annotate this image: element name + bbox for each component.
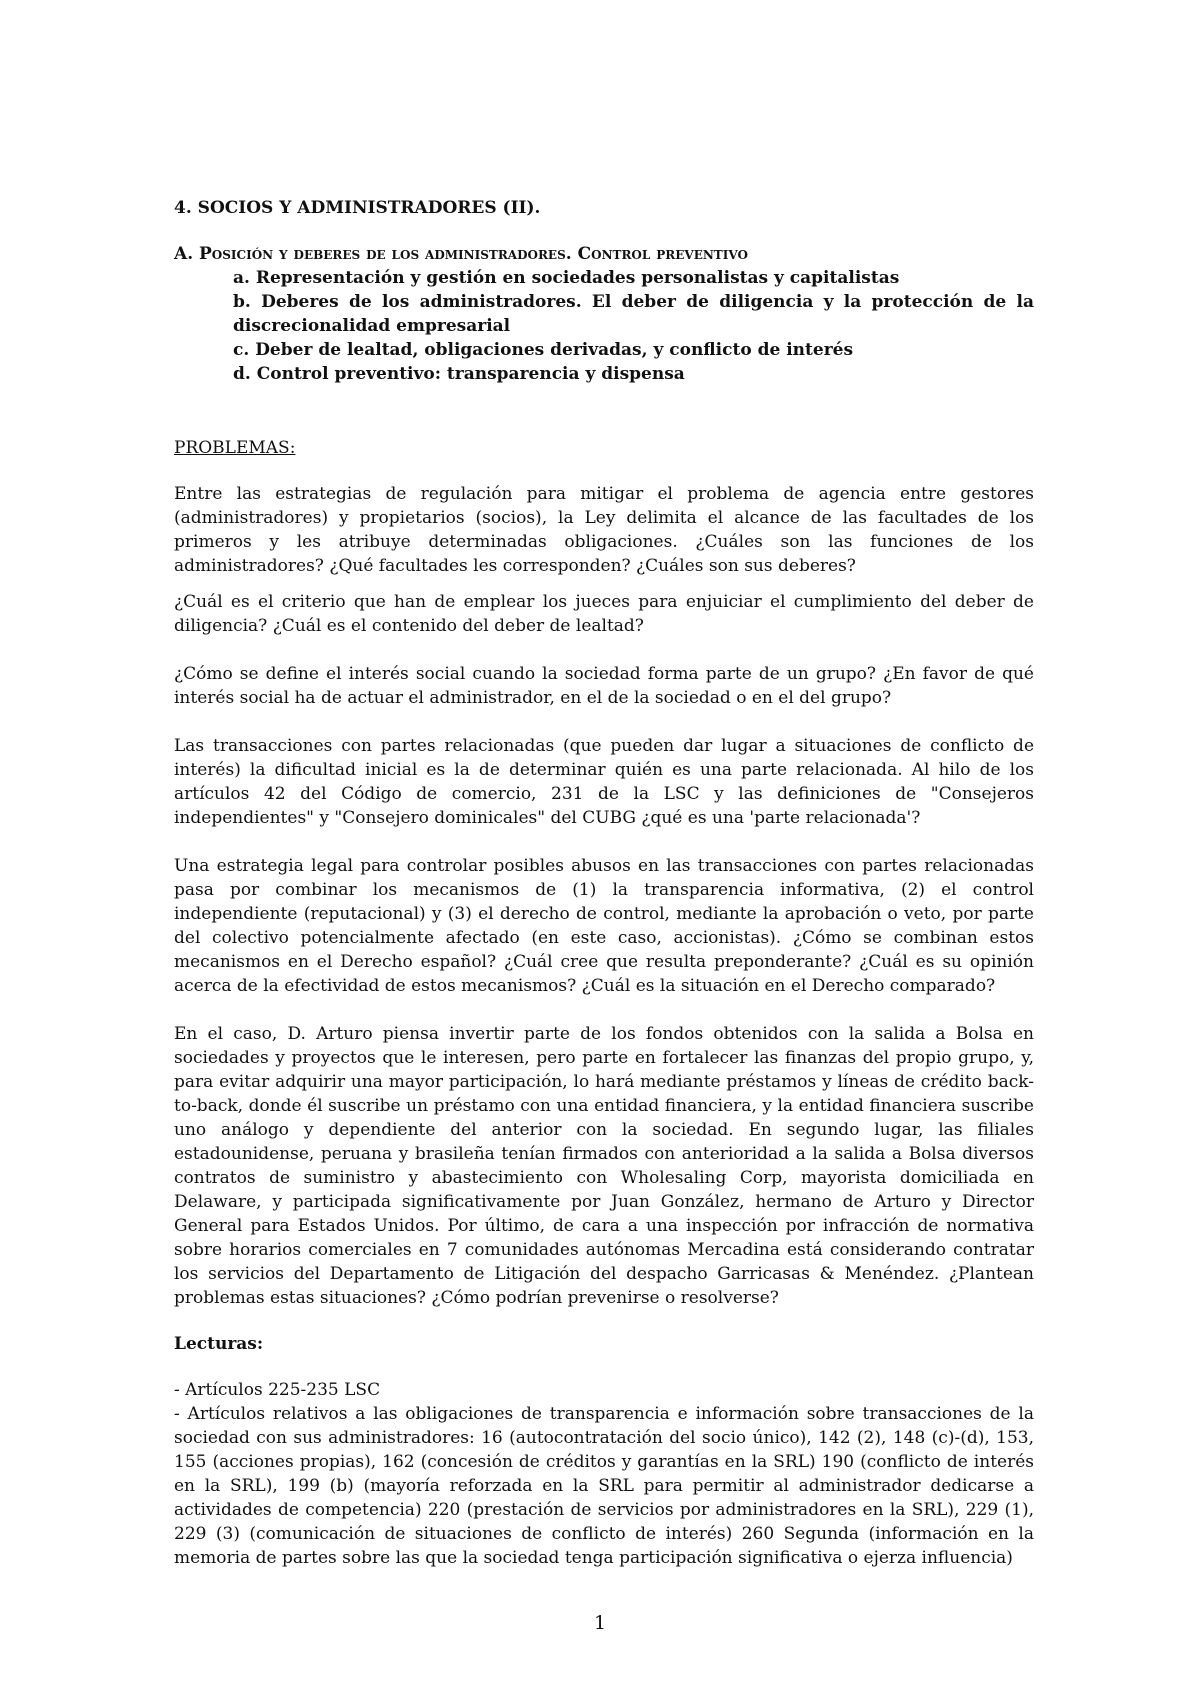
paragraph: ¿Cuál es el criterio que han de emplear los jueces para enjuiciar el cumplimiento del deber de diligencia? ¿Cuál es el contenido del deber de lealtad? [174, 592, 1034, 636]
topic-item: d. Control preventivo: transparencia y dispensa [233, 364, 685, 384]
topics-list [174, 266, 1034, 386]
reading-item: - Artículos relativos a las obligaciones de transparencia e información sobre transacciones de la sociedad con sus administradores: 16 (autocontratación del socio único), 142 (2), 148 (c)-(d), 153, 155 (acciones propias), 162 (concesión de créditos y garantías en la SRL) 190 (conflicto de interés en la SRL), 199 (b) (mayoría reforzada en la SRL para permitir al administrador dedicarse a actividades de competencia) 220 (prestación de servicios por administradores en la SRL), 229 (1), 229 (3) (comunicación de situaciones de conflicto de interés) 260 Segunda (información en la memoria de partes sobre las que la sociedad tenga participación significativa o ejerza influencia) [174, 1404, 1034, 1568]
paragraph: Entre las estrategias de regulación para mitigar el problema de agencia entre gestores (administradores) y propietarios (socios), la Ley delimita el alcance de las facultades de los primeros y les atribuye determinadas obligaciones. ¿Cuáles son las funciones de los administradores? ¿Qué facultades les corresponden? ¿Cuáles son sus deberes? [174, 484, 1034, 576]
section-heading: A. Posición y deberes de los administradores. Control preventivo [174, 244, 748, 264]
problems-label: PROBLEMAS: [174, 438, 296, 458]
topic-item: a. Representación y gestión en sociedades personalistas y capitalistas [233, 268, 900, 288]
document-title: 4. SOCIOS Y ADMINISTRADORES (II). [174, 198, 541, 218]
document-page [174, 196, 1034, 1570]
topic-item: b. Deberes de los administradores. El deber de diligencia y la protección de la discrecionalidad empresarial [233, 292, 1034, 336]
paragraph: En el caso, D. Arturo piensa invertir parte de los fondos obtenidos con la salida a Bolsa en sociedades y proyectos que le interesen, pero parte en fortalecer las finanzas del propio grupo, y, para evitar adquirir una mayor participación, lo hará mediante préstamos y líneas de crédito back-to-back, donde él suscribe un préstamo con una entidad financiera, y la entidad financiera suscribe uno análogo y dependiente del anterior con la sociedad. En segundo lugar, las filiales estadounidense, peruana y brasileña tenían firmados con anterioridad a la salida a Bolsa diversos contratos de suministro y abastecimiento con Wholesaling Corp, mayorista domiciliada en Delaware, y participada significativamente por Juan González, hermano de Arturo y Director General para Estados Unidos. Por último, de cara a una inspección por infracción de normativa sobre horarios comerciales en 7 comunidades autónomas Mercadina está considerando contratar los servicios del Departamento de Litigación del despacho Garricasas & Menéndez. ¿Plantean problemas estas situaciones? ¿Cómo podrían prevenirse o resolverse? [174, 1024, 1034, 1308]
paragraph: ¿Cómo se define el interés social cuando la sociedad forma parte de un grupo? ¿En favor de qué interés social ha de actuar el administrador, en el de la sociedad o en el del grupo? [174, 664, 1034, 708]
reading-item: - Artículos 225-235 LSC [174, 1380, 381, 1400]
page-number: 1 [593, 1612, 607, 1634]
paragraph: Las transacciones con partes relacionadas (que pueden dar lugar a situaciones de conflicto de interés) la dificultad inicial es la de determinar quién es una parte relacionada. Al hilo de los artículos 42 del Código de comercio, 231 de la LSC y las definiciones de "Consejeros independientes" y "Consejero dominicales" del CUBG ¿qué es una 'parte relacionada'? [174, 736, 1034, 828]
paragraph: Una estrategia legal para controlar posibles abusos en las transacciones con partes relacionadas pasa por combinar los mecanismos de (1) la transparencia informativa, (2) el control independiente (reputacional) y (3) el derecho de control, mediante la aprobación o veto, por parte del colectivo potencialmente afectado (en este caso, accionistas). ¿Cómo se combinan estos mecanismos en el Derecho español? ¿Cuál cree que resulta preponderante? ¿Cuál es su opinión acerca de la efectividad de estos mecanismos? ¿Cuál es la situación en el Derecho comparado? [174, 856, 1034, 996]
topic-item: c. Deber de lealtad, obligaciones derivadas, y conflicto de interés [233, 340, 854, 360]
readings-title: Lecturas: [174, 1334, 264, 1354]
readings-list [174, 1378, 1034, 1570]
